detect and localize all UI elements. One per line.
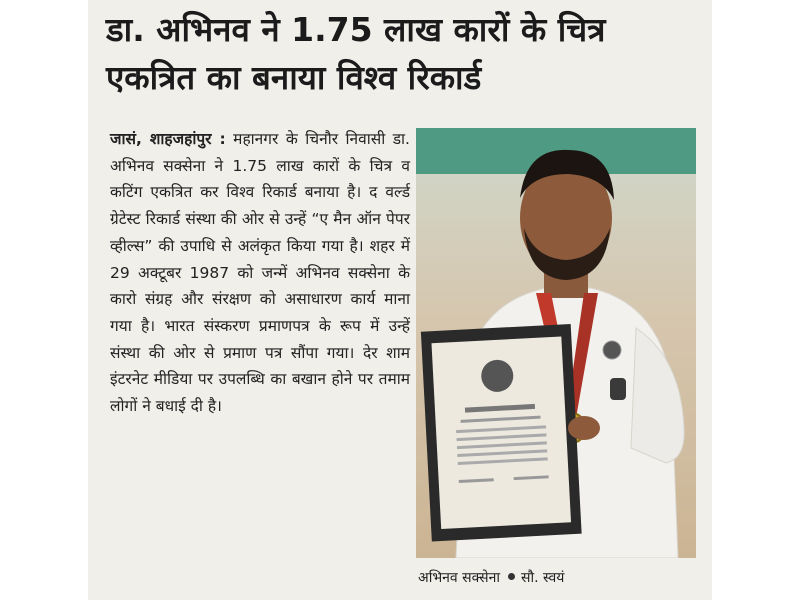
- headline-line-2: एकत्रित का बनाया विश्व रिकार्ड: [106, 58, 482, 97]
- photo-caption: [418, 568, 708, 587]
- article-dateline: जासं, शाहजहांपुर :: [110, 130, 226, 148]
- caption-name: अभिनव सक्सेना: [418, 570, 501, 586]
- article-body: [110, 126, 410, 420]
- caption-bullet-icon: [508, 573, 515, 580]
- headline-line-1: डा. अभिनव ने 1.75 लाख कारों के चित्र: [106, 10, 606, 49]
- newspaper-clipping: [88, 0, 712, 600]
- article-text: महानगर के चिनौर निवासी डा. अभिनव सक्सेना ने 1.75 लाख कारों के चित्र व कटिंग एकत्रित कर विश्व रिकार्ड बनाया है। द वर्ल्ड ग्रेटेस्ट रिकार्ड संस्था की ओर से उन्हें “ए मैन ऑन पेपर व्हील्स” की उपाधि से अलंकृत किया गया है। शहर में 29 अक्टूबर 1987 को जन्में अभिनव सक्सेना के कारो संग्रह और संरक्षण को असाधारण कार्य माना गया है। भारत संस्करण प्रमाणपत्र के रूप में उन्हें संस्था की ओर से प्रमाण पत्र सौंपा गया। देर शाम इंटरनेट मीडिया पर उपलब्धि का बखान होने पर तमाम लोगों ने बधाई दी है।: [110, 130, 410, 416]
- caption-credit: सौ. स्वयं: [521, 570, 565, 586]
- man-with-certificate-illustration: [416, 128, 696, 558]
- article-photo: [416, 128, 696, 558]
